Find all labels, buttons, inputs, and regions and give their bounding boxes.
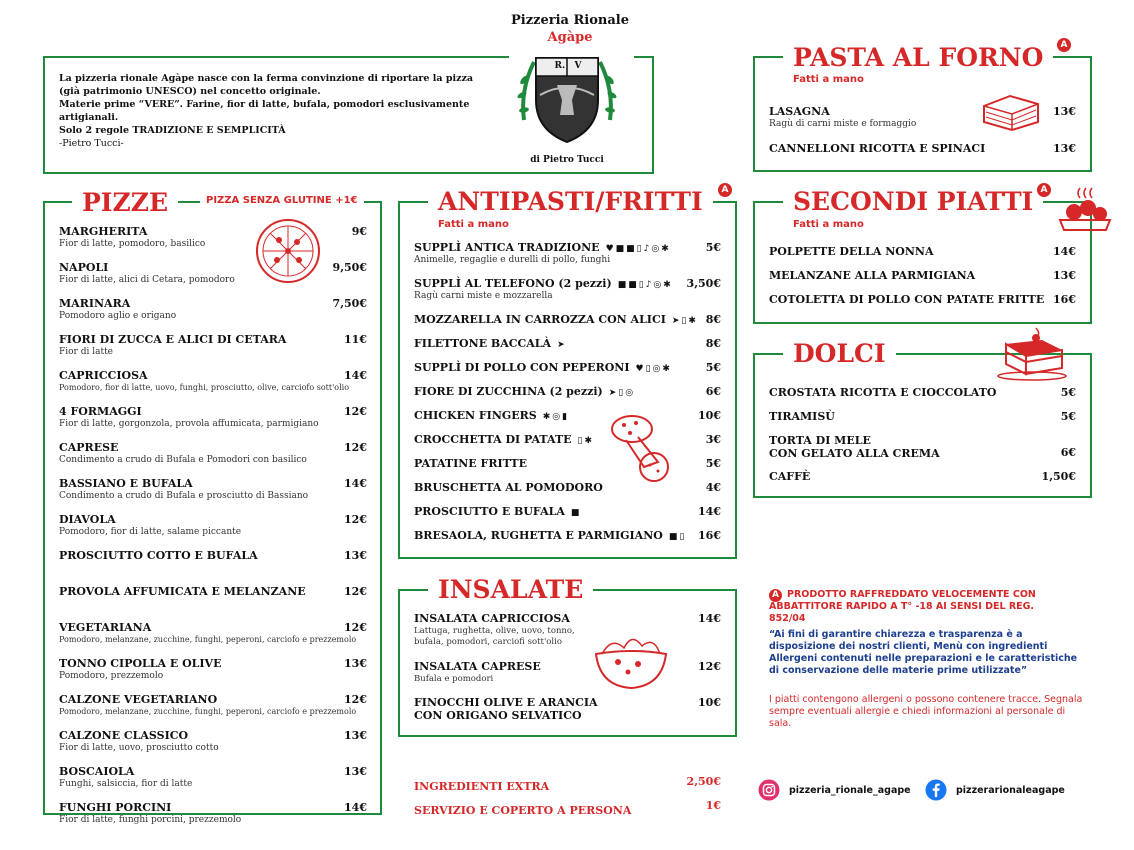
item-line	[414, 529, 721, 542]
item-price: 13€	[344, 765, 367, 778]
intro-line: Solo 2 regole TRADIZIONE E SEMPLICITÀ	[59, 125, 286, 136]
item-description: Fior di latte, pomodoro, basilico	[59, 239, 206, 249]
item-line	[414, 277, 721, 290]
extra-label: INGREDIENTI EXTRA	[414, 780, 550, 793]
item-price: 12€	[344, 513, 367, 526]
intro-line: Materie prime “VERE”. Farine, fior di latte, bufala, pomodori esclusivamente artigianali.	[59, 99, 470, 123]
item-name: BASSIANO E BUFALA	[59, 477, 193, 490]
item-name: MARINARA	[59, 297, 131, 310]
restaurant-brand: Agàpe	[547, 30, 593, 45]
facebook-handle: pizzerarionaleagape	[956, 784, 1065, 796]
item-line	[414, 409, 721, 422]
item-description: Pomodoro, fior di latte, salame piccante	[59, 527, 242, 537]
item-name: POLPETTE DELLA NONNA	[769, 245, 934, 258]
item-description: Pomodoro, melanzane, zucchine, funghi, peperoni, carciofo e prezzemolo	[59, 635, 357, 644]
item-name: NAPOLI	[59, 261, 109, 274]
antipasti-list	[414, 241, 721, 551]
item-description: Ragù carni miste e mozzarella	[414, 291, 553, 301]
item-price: 14€	[698, 505, 721, 518]
secondi-subtitle: Fatti a mano	[793, 219, 864, 230]
item-price: 1,50€	[1041, 470, 1076, 483]
item-line	[414, 313, 721, 326]
item-price: 13€	[344, 657, 367, 670]
antipasto-item	[414, 529, 721, 542]
extra-service	[414, 799, 721, 818]
salad-item	[414, 696, 721, 722]
abbattitore-badge: A	[769, 589, 782, 602]
item-price: 5€	[705, 361, 721, 374]
item-price: 14€	[344, 801, 367, 814]
item-price: 5€	[1060, 410, 1076, 423]
instagram-icon	[758, 779, 780, 801]
item-name: TIRAMISÙ	[769, 410, 835, 423]
meatballs-illustration	[1058, 186, 1112, 236]
dolci-title: DOLCI	[783, 341, 896, 366]
secondo-item	[769, 269, 1076, 282]
item-description: Condimento a crudo di Bufala e Pomodori con basilico	[59, 455, 307, 465]
intro-box-right	[634, 56, 654, 174]
item-price: 12€	[344, 585, 367, 598]
item-name: TONNO CIPOLLA E OLIVE	[59, 657, 222, 670]
item-name: PROSCIUTTO COTTO E BUFALA	[59, 549, 258, 562]
item-price: 13€	[1053, 105, 1076, 118]
item-name: INSALATA CAPRESE	[414, 660, 541, 673]
pasta-item	[769, 142, 1076, 155]
item-name: TORTA DI MELE	[769, 434, 871, 447]
antipasti-title: ANTIPASTI/FRITTI	[428, 189, 713, 214]
allergen-icons: ➤▯✱	[671, 316, 698, 326]
item-name: 4 FORMAGGI	[59, 405, 142, 418]
item-price: 4€	[705, 481, 721, 494]
pizza-item	[59, 225, 367, 249]
secondi-list	[769, 245, 1076, 315]
item-price: 11€	[344, 333, 367, 346]
antipasto-item	[414, 313, 721, 326]
extra-ingredients	[414, 775, 721, 794]
item-price: 10€	[698, 696, 721, 709]
item-description: Lattuga, rughetta, olive, uovo, tonno, bufala, pomodori, carciofi sott'olio	[414, 626, 575, 647]
item-name: BOSCAIOLA	[59, 765, 135, 778]
item-name: FIORI DI ZUCCA E ALICI DI CETARA	[59, 333, 287, 346]
antipasto-item	[414, 241, 721, 265]
pizza-item	[59, 729, 367, 753]
item-price: 3€	[705, 433, 721, 446]
item-line	[414, 433, 721, 446]
item-name: MARGHERITA	[59, 225, 148, 238]
item-name: PROVOLA AFFUMICATA E MELANZANE	[59, 585, 306, 598]
item-price: 13€	[1053, 269, 1076, 282]
item-price: 7,50€	[332, 297, 367, 310]
item-name: CALZONE CLASSICO	[59, 729, 189, 742]
extra-price: 2,50€	[686, 775, 721, 788]
item-price: 8€	[705, 337, 721, 350]
antipasti-subtitle: Fatti a mano	[438, 219, 509, 230]
item-name: CALZONE VEGETARIANO	[59, 693, 218, 706]
item-name: MOZZARELLA IN CARROZZA CON ALICI	[414, 313, 666, 326]
extra-price: 1€	[705, 799, 721, 812]
pasta-title: PASTA AL FORNO	[783, 45, 1053, 70]
allergen-icons: ➤	[557, 340, 567, 350]
facebook-icon	[925, 779, 947, 801]
abbattitore-badge: A	[718, 183, 732, 197]
item-price: 16€	[698, 529, 721, 542]
transparency-note: “Ai fini di garantire chiarezza e trasparenza è a disposizione dei nostri clienti, Menù con ingredienti Allergeni contenuti nelle preparazioni e le caratteristiche di conservazione delle materie prime utilizzate”	[769, 629, 1078, 676]
instagram-handle: pizzeria_rionale_agape	[789, 784, 911, 796]
pizze-list	[59, 225, 367, 825]
allergen-icons: ♥■■▯♪◎✱	[605, 244, 671, 254]
item-price: 13€	[344, 549, 367, 562]
item-price: 12€	[344, 693, 367, 706]
logo-letters: R. V	[554, 61, 582, 71]
item-price: 16€	[1053, 293, 1076, 306]
cake-illustration	[996, 326, 1068, 382]
allergen-icons: ➤▯◎	[608, 388, 636, 398]
dolci-list	[769, 386, 1076, 490]
item-price: 13€	[1053, 142, 1076, 155]
item-description: Pomodoro, melanzane, zucchine, funghi, peperoni, carciofo e prezzemolo	[59, 707, 357, 716]
item-price: 3,50€	[686, 277, 721, 290]
item-price: 13€	[344, 729, 367, 742]
intro-line: (già patrimonio UNESCO) nel concetto originale.	[59, 86, 321, 97]
item-name: FIORE DI ZUCCHINA (2 pezzi)	[414, 385, 603, 398]
item-price: 5€	[705, 457, 721, 470]
item-name: CAPRESE	[59, 441, 119, 454]
item-price: 12€	[344, 441, 367, 454]
item-description: Bufala e pomodori	[414, 674, 494, 684]
pizza-item	[59, 477, 367, 501]
item-price: 9€	[351, 225, 367, 238]
item-line	[414, 385, 721, 398]
item-price: 12€	[698, 660, 721, 673]
item-name: FINOCCHI OLIVE E ARANCIA	[414, 696, 598, 709]
pizza-item	[59, 513, 367, 537]
intro-box-bottom	[505, 172, 636, 174]
item-description: Fior di latte, funghi porcini, prezzemolo	[59, 815, 242, 825]
item-line	[414, 337, 721, 350]
instagram-link[interactable]	[758, 779, 911, 801]
antipasto-item	[414, 277, 721, 301]
item-price: 14€	[1053, 245, 1076, 258]
item-price: 6€	[705, 385, 721, 398]
extra-label: SERVIZIO E COPERTO A PERSONA	[414, 804, 632, 817]
allergen-icons: ♥▯◎✱	[635, 364, 672, 374]
item-price: 8€	[705, 313, 721, 326]
item-name: CAFFÈ	[769, 470, 811, 483]
item-name: MELANZANE ALLA PARMIGIANA	[769, 269, 976, 282]
item-description: Pomodoro aglio e origano	[59, 311, 177, 321]
item-price: 14€	[344, 477, 367, 490]
pizza-item	[59, 765, 367, 789]
item-name: LASAGNA	[769, 105, 830, 118]
allergen-icons: ■■▯♪◎✱	[617, 280, 673, 290]
item-description: Funghi, salsiccia, fior di latte	[59, 779, 193, 789]
pizza-item	[59, 693, 367, 716]
item-name: SUPPLÌ ANTICA TRADIZIONE	[414, 241, 600, 254]
intro-line: La pizzeria rionale Agàpe nasce con la ferma convinzione di riportare la pizza	[59, 73, 474, 84]
extras-list	[414, 775, 721, 815]
pizza-item	[59, 441, 367, 465]
item-price: 12€	[344, 621, 367, 634]
dolce-item	[769, 410, 1076, 423]
pasta-subtitle: Fatti a mano	[793, 74, 864, 85]
salad-item	[414, 660, 721, 685]
pizza-item	[59, 549, 367, 562]
insalate-title: INSALATE	[428, 577, 593, 602]
allergen-icons: ■	[570, 508, 582, 518]
antipasto-item	[414, 385, 721, 398]
item-price: 14€	[698, 612, 721, 625]
owner-name: di Pietro Tucci	[530, 155, 604, 165]
item-line	[414, 361, 721, 374]
pizza-item	[59, 585, 367, 598]
item-name: SUPPLÌ AL TELEFONO (2 pezzi)	[414, 277, 612, 290]
item-description: Fior di latte, uovo, prosciutto cotto	[59, 743, 219, 753]
antipasto-item	[414, 361, 721, 374]
item-price: 5€	[705, 241, 721, 254]
item-name: BRESAOLA, RUGHETTA E PARMIGIANO	[414, 529, 663, 542]
item-price: 14€	[344, 369, 367, 382]
antipasto-item	[414, 505, 721, 518]
intro-signature: -Pietro Tucci-	[59, 138, 124, 149]
pizza-item	[59, 657, 367, 681]
antipasto-item	[414, 409, 721, 422]
item-description: Pomodoro, fior di latte, uovo, funghi, prosciutto, olive, carciofo sott'olio	[59, 383, 350, 392]
item-name: SUPPLÌ DI POLLO CON PEPERONI	[414, 361, 630, 374]
allergen-icons: ■▯	[668, 532, 687, 542]
gluten-free-note: PIZZA SENZA GLUTINE +1€	[200, 195, 364, 206]
pizza-item	[59, 801, 367, 825]
item-description: Fior di latte	[59, 347, 114, 357]
item-description: Fior di latte, alici di Cetara, pomodoro	[59, 275, 235, 285]
item-description: Fior di latte, gorgonzola, provola affumicata, parmigiano	[59, 419, 319, 429]
item-price: 6€	[1060, 446, 1076, 459]
item-name: CROCCHETTA DI PATATE	[414, 433, 572, 446]
item-name: CHICKEN FINGERS	[414, 409, 537, 422]
abbattitore-badge: A	[1057, 38, 1071, 52]
antipasto-item	[414, 481, 721, 494]
item-price: 12€	[344, 405, 367, 418]
item-name: CAPRICCIOSA	[59, 369, 148, 382]
salad-item	[414, 612, 721, 648]
item-name: VEGETARIANA	[59, 621, 152, 634]
pizze-title: PIZZE	[72, 190, 178, 215]
secondo-item	[769, 245, 1076, 258]
pizza-item	[59, 261, 367, 285]
dolce-item	[769, 434, 1076, 460]
pizza-item	[59, 369, 367, 392]
item-name: COTOLETTA DI POLLO CON PATATE FRITTE	[769, 293, 1045, 306]
item-name: FUNGHI PORCINI	[59, 801, 172, 814]
allergen-icons: ✱◎▮	[542, 412, 570, 422]
pizza-item	[59, 621, 367, 644]
secondo-item	[769, 293, 1076, 306]
item-name: FILETTONE BACCALÀ	[414, 337, 552, 350]
item-line	[414, 505, 721, 518]
abbattitore-badge: A	[1037, 183, 1051, 197]
item-price: 10€	[698, 409, 721, 422]
allergen-icons: ▯✱	[577, 436, 595, 446]
item-line	[414, 241, 721, 254]
item-name: PATATINE FRITTE	[414, 457, 527, 470]
pizza-item	[59, 405, 367, 429]
item-description: Ragù di carni miste e formaggio	[769, 119, 917, 129]
item-name: BRUSCHETTA AL POMODORO	[414, 481, 603, 494]
antipasto-item	[414, 337, 721, 350]
intro-text	[59, 72, 499, 150]
item-name: CANNELLONI RICOTTA E SPINACI	[769, 142, 986, 155]
insalate-list	[414, 612, 721, 727]
pizza-item	[59, 333, 367, 357]
secondi-title: SECONDI PIATTI	[783, 189, 1043, 214]
dolce-item	[769, 386, 1076, 399]
facebook-link[interactable]	[925, 779, 1065, 801]
item-description: Pomodoro, prezzemolo	[59, 671, 164, 681]
item-name: PROSCIUTTO E BUFALA	[414, 505, 565, 518]
item-description: Animelle, regaglie e durelli di pollo, funghi	[414, 255, 611, 265]
item-name: CROSTATA RICOTTA E CIOCCOLATO	[769, 386, 997, 399]
antipasto-item	[414, 433, 721, 446]
abbattitore-note: PRODOTTO RAFFREDDATO VELOCEMENTE CON ABBATTITORE RAPIDO A T° -18 AI SENSI DEL REG. 852/04	[769, 589, 1036, 624]
restaurant-name: Pizzeria Rionale	[511, 13, 629, 28]
item-line	[414, 457, 721, 470]
item-name: INSALATA CAPRICCIOSA	[414, 612, 570, 625]
allergens-note: I piatti contengono allergeni o possono contenere tracce. Segnala sempre eventuali allergie e chiedi informazioni al personale di sala.	[769, 694, 1083, 729]
antipasto-item	[414, 457, 721, 470]
item-price: 5€	[1060, 386, 1076, 399]
item-name: DIAVOLA	[59, 513, 116, 526]
item-description: Condimento a crudo di Bufala e prosciutto di Bassiano	[59, 491, 309, 501]
pasta-item	[769, 105, 1076, 129]
item-name-cont: CON ORIGANO SELVATICO	[414, 709, 582, 722]
item-line	[414, 481, 721, 494]
item-name-cont: CON GELATO ALLA CREMA	[769, 447, 940, 460]
item-price: 9,50€	[332, 261, 367, 274]
pizza-item	[59, 297, 367, 321]
pasta-list	[769, 105, 1076, 165]
dolce-item	[769, 470, 1076, 483]
